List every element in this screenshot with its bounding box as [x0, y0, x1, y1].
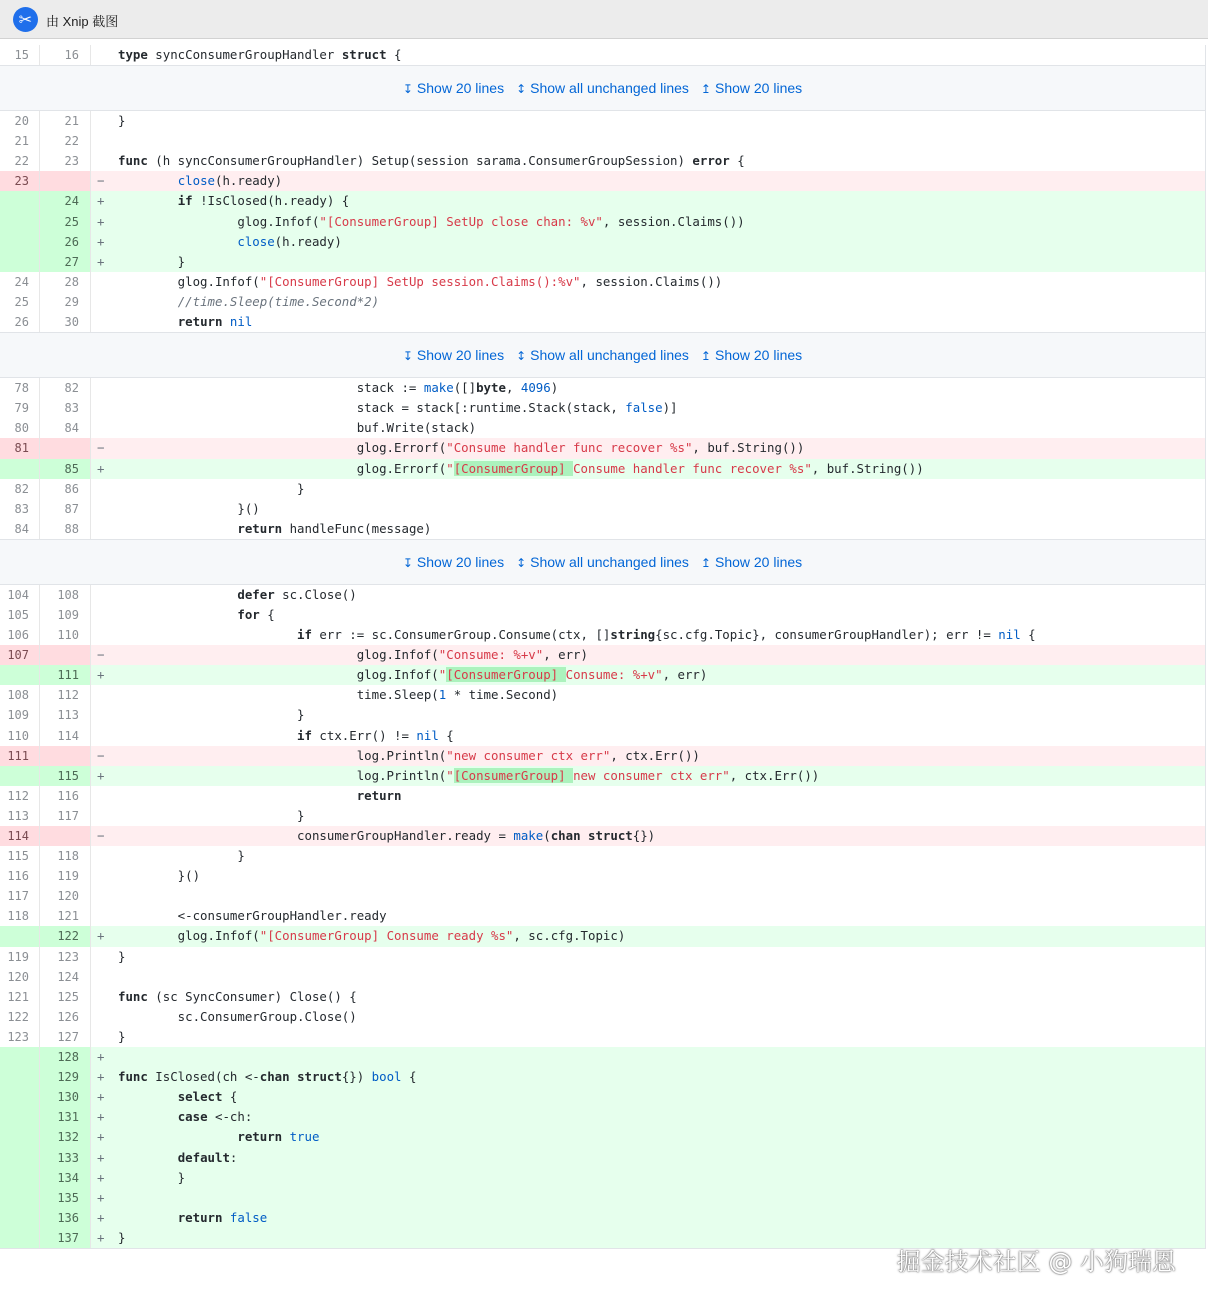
window-title: 由 Xnip 截图: [46, 14, 119, 29]
diff-line: 22 23 func (h syncConsumerGroupHandler) Setup(session sarama.ConsumerGroupSession) error {: [0, 151, 1205, 171]
diff-line: 15 16 type syncConsumerGroupHandler struct {: [0, 45, 1205, 65]
diff-line-added: 128 +: [0, 1047, 1205, 1067]
diff-line: 108 112 time.Sleep(1 * time.Second): [0, 685, 1205, 705]
diff-line: 117 120: [0, 886, 1205, 906]
diff-line: 80 84 buf.Write(stack): [0, 418, 1205, 438]
show-all-unchanged-button[interactable]: ↕ Show all unchanged lines: [516, 553, 689, 570]
diff-line-removed: 111 − log.Println("new consumer ctx err", ctx.Err()): [0, 746, 1205, 766]
diff-line-added: 135 +: [0, 1188, 1205, 1208]
arrow-down-icon: ↧: [402, 349, 413, 364]
diff-line: 106 110 if err := sc.ConsumerGroup.Consume(ctx, []string{sc.cfg.Topic}, consumerGroupHandler); err != nil {: [0, 625, 1205, 645]
show-all-unchanged-button[interactable]: ↕ Show all unchanged lines: [516, 80, 689, 97]
diff-line-added: 122 + glog.Infof("[ConsumerGroup] Consume ready %s", sc.cfg.Topic): [0, 926, 1205, 946]
diff-line: 25 29 //time.Sleep(time.Second*2): [0, 292, 1205, 312]
diff-line-removed: 81 − glog.Errorf("Consume handler func recover %s", buf.String()): [0, 438, 1205, 458]
diff-line-added: 26 + close(h.ready): [0, 232, 1205, 252]
diff-line-added: 27 + }: [0, 252, 1205, 272]
diff-line: 120 124: [0, 967, 1205, 987]
diff-line: 82 86 }: [0, 479, 1205, 499]
diff-line: 109 113 }: [0, 705, 1205, 725]
diff-line-added: 132 + return true: [0, 1127, 1205, 1147]
arrow-updown-icon: ↕: [516, 82, 527, 97]
show-lines-above-button[interactable]: ↥ Show 20 lines: [700, 347, 803, 364]
show-lines-above-button[interactable]: ↥ Show 20 lines: [700, 80, 803, 97]
diff-line-added: 129 + func IsClosed(ch <-chan struct{}) bool {: [0, 1067, 1205, 1087]
watermark: 掘金技术社区 @ 小狗瑞恩: [896, 1248, 1176, 1276]
show-lines-below-button[interactable]: ↧ Show 20 lines: [402, 347, 505, 364]
expand-hunk-bar: [0, 332, 1205, 378]
show-lines-above-button[interactable]: ↥ Show 20 lines: [700, 553, 803, 570]
arrow-down-icon: ↧: [402, 82, 413, 97]
diff-line-removed: 107 − glog.Infof("Consume: %+v", err): [0, 645, 1205, 665]
window-titlebar: [0, 0, 1208, 39]
show-lines-below-button[interactable]: ↧ Show 20 lines: [402, 553, 505, 570]
diff-line-removed: 23 − close(h.ready): [0, 171, 1205, 191]
diff-line: 123 127 }: [0, 1027, 1205, 1047]
diff-line: 116 119 }(): [0, 866, 1205, 886]
diff-line-added: 111 + glog.Infof("[ConsumerGroup] Consume: %+v", err): [0, 665, 1205, 685]
diff-line-added: 25 + glog.Infof("[ConsumerGroup] SetUp close chan: %v", session.Claims()): [0, 212, 1205, 232]
diff-line-added: 131 + case <-ch:: [0, 1107, 1205, 1127]
arrow-up-icon: ↥: [700, 555, 711, 570]
diff-line: 115 118 }: [0, 846, 1205, 866]
diff-view: [0, 45, 1206, 1249]
diff-line-added: 130 + select {: [0, 1087, 1205, 1107]
diff-line: 118 121 <-consumerGroupHandler.ready: [0, 906, 1205, 926]
diff-line-added: 115 + log.Println("[ConsumerGroup] new consumer ctx err", ctx.Err()): [0, 766, 1205, 786]
diff-line: 122 126 sc.ConsumerGroup.Close(): [0, 1007, 1205, 1027]
arrow-updown-icon: ↕: [516, 555, 527, 570]
diff-line-removed: 114 − consumerGroupHandler.ready = make(chan struct{}): [0, 826, 1205, 846]
diff-line-added: 85 + glog.Errorf("[ConsumerGroup] Consume handler func recover %s", buf.String()): [0, 459, 1205, 479]
diff-line: 78 82 stack := make([]byte, 4096): [0, 378, 1205, 398]
diff-line: 79 83 stack = stack[:runtime.Stack(stack, false)]: [0, 398, 1205, 418]
diff-line: 84 88 return handleFunc(message): [0, 519, 1205, 539]
diff-line: 113 117 }: [0, 806, 1205, 826]
diff-line: 104 108 defer sc.Close(): [0, 585, 1205, 605]
diff-line: 83 87 }(): [0, 499, 1205, 519]
diff-line-added: 133 + default:: [0, 1148, 1205, 1168]
diff-line: 112 116 return: [0, 786, 1205, 806]
diff-line-added: 137 + }: [0, 1228, 1205, 1248]
diff-line: 21 22: [0, 131, 1205, 151]
diff-line: 105 109 for {: [0, 605, 1205, 625]
expand-hunk-bar: [0, 539, 1205, 585]
diff-line: 20 21 }: [0, 111, 1205, 131]
diff-line: 26 30 return nil: [0, 312, 1205, 332]
arrow-down-icon: ↧: [402, 555, 413, 570]
arrow-up-icon: ↥: [700, 349, 711, 364]
diff-line: 119 123 }: [0, 947, 1205, 967]
arrow-up-icon: ↥: [700, 82, 711, 97]
diff-line-added: 134 + }: [0, 1168, 1205, 1188]
diff-line-added: 24 + if !IsClosed(h.ready) {: [0, 191, 1205, 211]
diff-line: 121 125 func (sc SyncConsumer) Close() {: [0, 987, 1205, 1007]
show-all-unchanged-button[interactable]: ↕ Show all unchanged lines: [516, 347, 689, 364]
scissors-icon: ✂: [13, 7, 38, 32]
expand-hunk-bar: [0, 65, 1205, 111]
diff-line: 110 114 if ctx.Err() != nil {: [0, 726, 1205, 746]
diff-line: 24 28 glog.Infof("[ConsumerGroup] SetUp session.Claims():%v", session.Claims()): [0, 272, 1205, 292]
show-lines-below-button[interactable]: ↧ Show 20 lines: [402, 80, 505, 97]
arrow-updown-icon: ↕: [516, 349, 527, 364]
diff-line-added: 136 + return false: [0, 1208, 1205, 1228]
